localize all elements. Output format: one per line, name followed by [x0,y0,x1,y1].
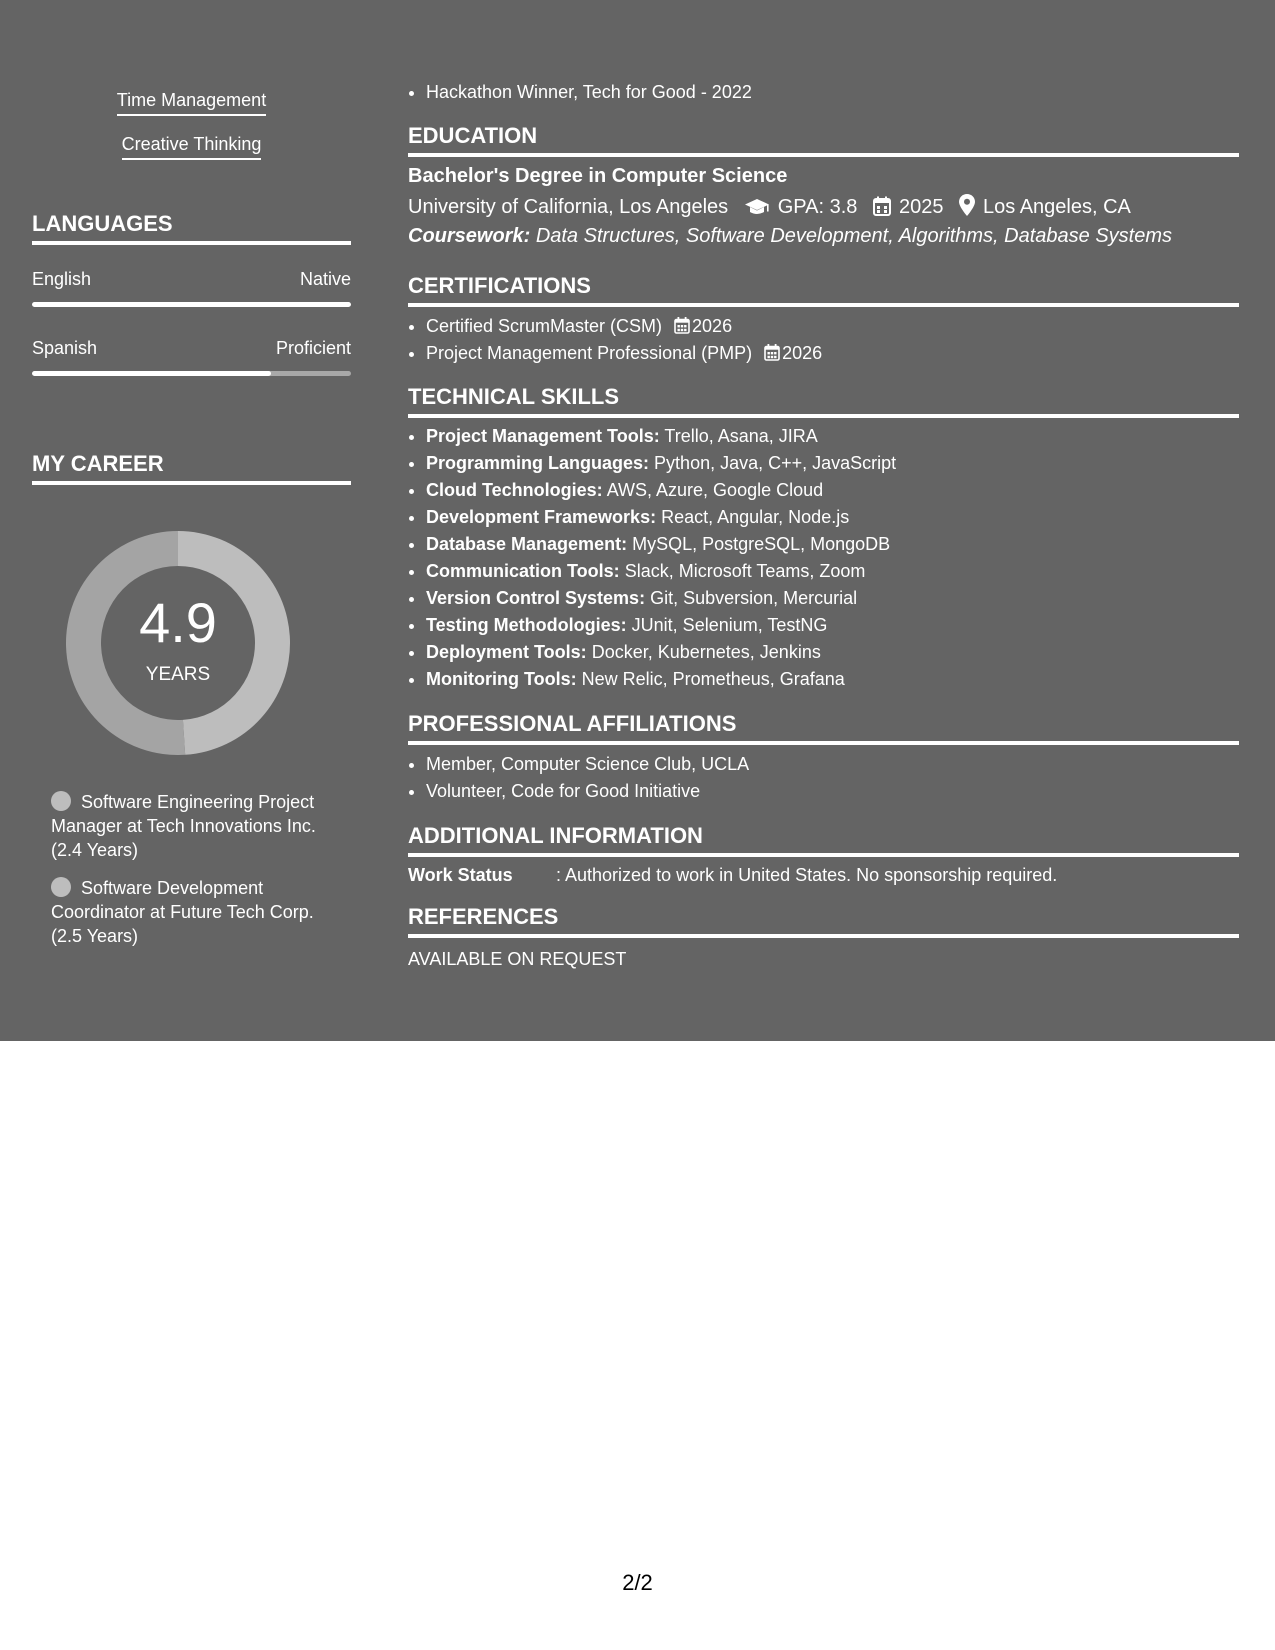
skill-item [426,612,896,639]
language-level: Proficient [275,338,351,358]
skill-label: Development Frameworks: [426,507,657,527]
career-item-text: Software Development Coordinator at Future Tech Corp. (2.5 Years) [51,878,314,946]
skill-item [426,450,896,477]
skill-item [426,504,896,531]
career-total-unit: YEARS [145,664,211,685]
work-status-label: Work Status [408,865,513,885]
work-status-value: : Authorized to work in United States. No sponsorship required. [556,865,1058,885]
references-text: AVAILABLE ON REQUEST [408,949,627,969]
language-proficiency-bar [32,371,351,376]
career-total-value: 4.9 [139,591,217,654]
graduation-cap-icon [744,198,770,216]
career-donut-chart [66,531,290,755]
skill-label: Database Management: [426,534,628,554]
language-item [32,268,351,307]
skill-value: Git, Subversion, Mercurial [650,588,858,608]
language-name: Spanish [32,338,98,358]
career-item-text: Software Engineering Project Manager at Tech Innovations Inc. (2.4 Years) [51,792,316,860]
graduation-year: 2025 [898,196,944,218]
language-proficiency-bar [32,302,351,307]
affiliation-item: • Member, Computer Science Club, UCLA [426,751,749,778]
degree-title: Bachelor's Degree in Computer Science [408,165,788,187]
certification-item [426,340,822,367]
education-heading: EDUCATION [408,123,1239,157]
awards-list [408,79,752,106]
skill-value: MySQL, PostgreSQL, MongoDB [632,534,891,554]
gpa: GPA: 3.8 [777,196,858,218]
language-level: Native [299,269,351,289]
languages-heading: LANGUAGES [32,211,351,245]
legend-dot-icon [51,877,71,897]
skill-value: JUnit, Selenium, TestNG [631,615,828,635]
skill-item [426,585,896,612]
skill-label: Communication Tools: [426,561,620,581]
language-item [32,337,351,376]
calendar-icon [674,317,690,334]
certification-item [426,313,822,340]
affiliation-item: • Volunteer, Code for Good Initiative [426,778,749,805]
certifications-list [408,313,822,367]
skill-value: Trello, Asana, JIRA [664,426,818,446]
skill-value: Python, Java, C++, JavaScript [654,453,897,473]
coursework-list: Data Structures, Software Development, Algorithms, Database Systems [535,225,1173,247]
calendar-icon [873,196,891,216]
skill-item [426,531,896,558]
skill-item [426,558,896,585]
certification-year: 2026 [782,343,823,363]
list-item: • Hackathon Winner, Tech for Good - 2022 [426,79,752,106]
education-location: Los Angeles, CA [983,196,1131,218]
career-heading: MY CAREER [32,451,351,485]
skill-item [426,423,896,450]
certification-name: Certified ScrumMaster (CSM) [426,316,663,336]
skill-label: Monitoring Tools: [426,669,577,689]
skill-value: Slack, Microsoft Teams, Zoom [624,561,866,581]
skill-value: Docker, Kubernetes, Jenkins [591,642,821,662]
work-status [408,863,1057,887]
coursework-label: Coursework: [408,225,531,247]
skill-label: Deployment Tools: [426,642,587,662]
skill-label: Cloud Technologies: [426,480,603,500]
career-item [51,876,331,948]
skill-item [426,639,896,666]
certifications-heading: CERTIFICATIONS [408,273,1239,307]
school-name: University of California, Los Angeles [408,196,729,218]
skill-item [426,666,896,693]
skill-value: New Relic, Prometheus, Grafana [581,669,845,689]
education-entry [408,163,1239,250]
coursework [408,222,1239,250]
certification-year: 2026 [692,316,733,336]
skill-label: Testing Methodologies: [426,615,627,635]
legend-dot-icon [51,791,71,811]
skill-item [426,477,896,504]
additional-info-heading: ADDITIONAL INFORMATION [408,823,1239,857]
soft-skill: Time Management [117,89,266,116]
calendar-icon [764,344,780,361]
affiliations-heading: PROFESSIONAL AFFILIATIONS [408,711,1239,745]
sidebar [32,0,351,946]
skill-value: React, Angular, Node.js [661,507,850,527]
technical-skills-heading: TECHNICAL SKILLS [408,384,1239,418]
skill-label: Project Management Tools: [426,426,660,446]
language-proficiency-fill [32,302,351,307]
language-proficiency-fill [32,371,271,376]
skill-label: Programming Languages: [426,453,650,473]
page-number: 2/2 [622,1570,653,1595]
references-heading: REFERENCES [408,904,1239,938]
language-name: English [32,269,92,289]
career-item [51,790,331,862]
skill-value: AWS, Azure, Google Cloud [606,480,824,500]
location-pin-icon [959,194,975,216]
certification-name: Project Management Professional (PMP) [426,343,753,363]
education-meta [408,192,1239,222]
affiliations-list [408,751,749,805]
technical-skills-list [408,423,896,693]
skill-label: Version Control Systems: [426,588,646,608]
soft-skill: Creative Thinking [122,133,262,160]
